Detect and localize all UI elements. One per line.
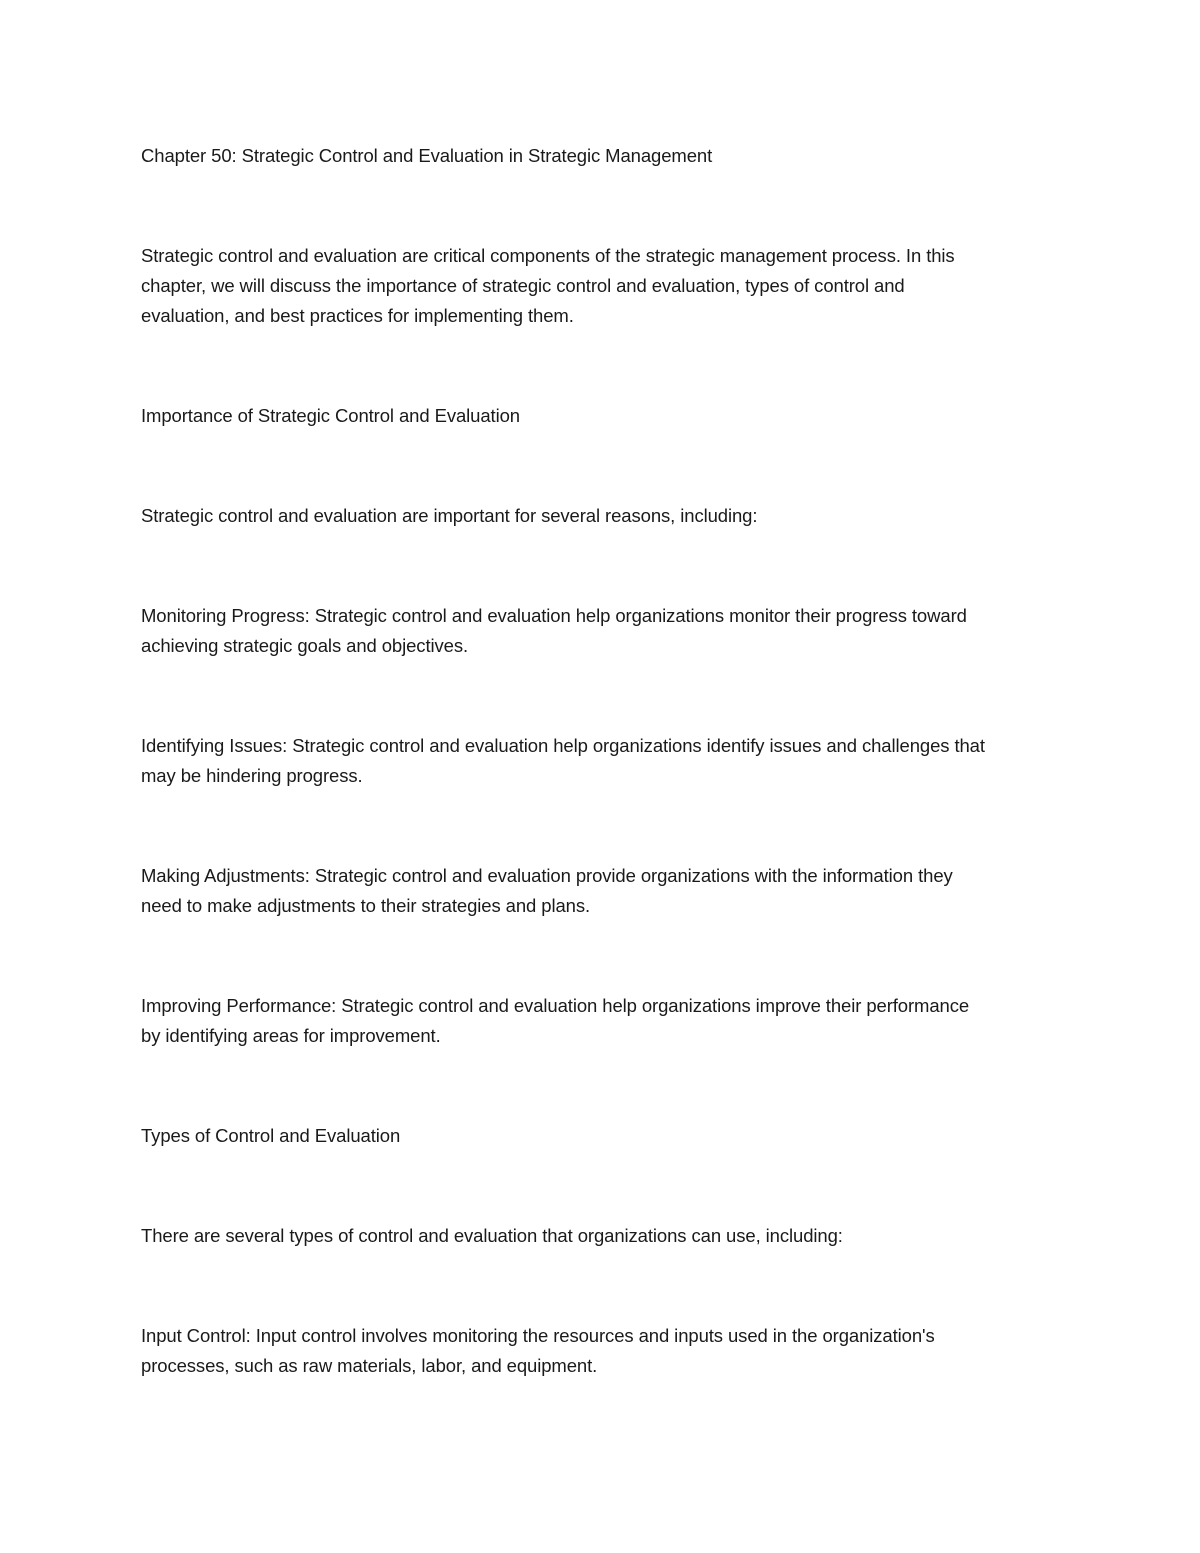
types-lead: There are several types of control and evaluation that organizations can use, including: <box>141 1225 843 1246</box>
importance-item-monitoring: Monitoring Progress: Strategic control and evaluation help organizations monitor their progress toward <box>141 605 967 626</box>
types-item-input-control-cont: processes, such as raw materials, labor, and equipment. <box>141 1355 598 1376</box>
intro-line: Strategic control and evaluation are critical components of the strategic management process. In this <box>141 245 955 266</box>
section-heading-types: Types of Control and Evaluation <box>141 1125 401 1146</box>
importance-item-monitoring-cont: achieving strategic goals and objectives. <box>141 635 469 656</box>
section-heading-importance: Importance of Strategic Control and Evaluation <box>141 405 520 426</box>
importance-item-adjustments: Making Adjustments: Strategic control and evaluation provide organizations with the information they <box>141 865 953 886</box>
intro-line: chapter, we will discuss the importance of strategic control and evaluation, types of control and <box>141 275 905 296</box>
importance-item-performance-cont: by identifying areas for improvement. <box>141 1025 441 1046</box>
importance-item-identifying: Identifying Issues: Strategic control and evaluation help organizations identify issues and challenges that <box>141 735 985 756</box>
importance-item-identifying-cont: may be hindering progress. <box>141 765 363 786</box>
importance-lead: Strategic control and evaluation are important for several reasons, including: <box>141 505 758 526</box>
types-item-input-control: Input Control: Input control involves monitoring the resources and inputs used in the organization's <box>141 1325 935 1346</box>
chapter-title: Chapter 50: Strategic Control and Evaluation in Strategic Management <box>141 145 713 166</box>
importance-item-adjustments-cont: need to make adjustments to their strategies and plans. <box>141 895 591 916</box>
intro-line: evaluation, and best practices for implementing them. <box>141 305 574 326</box>
importance-item-performance: Improving Performance: Strategic control and evaluation help organizations improve their performance <box>141 995 970 1016</box>
